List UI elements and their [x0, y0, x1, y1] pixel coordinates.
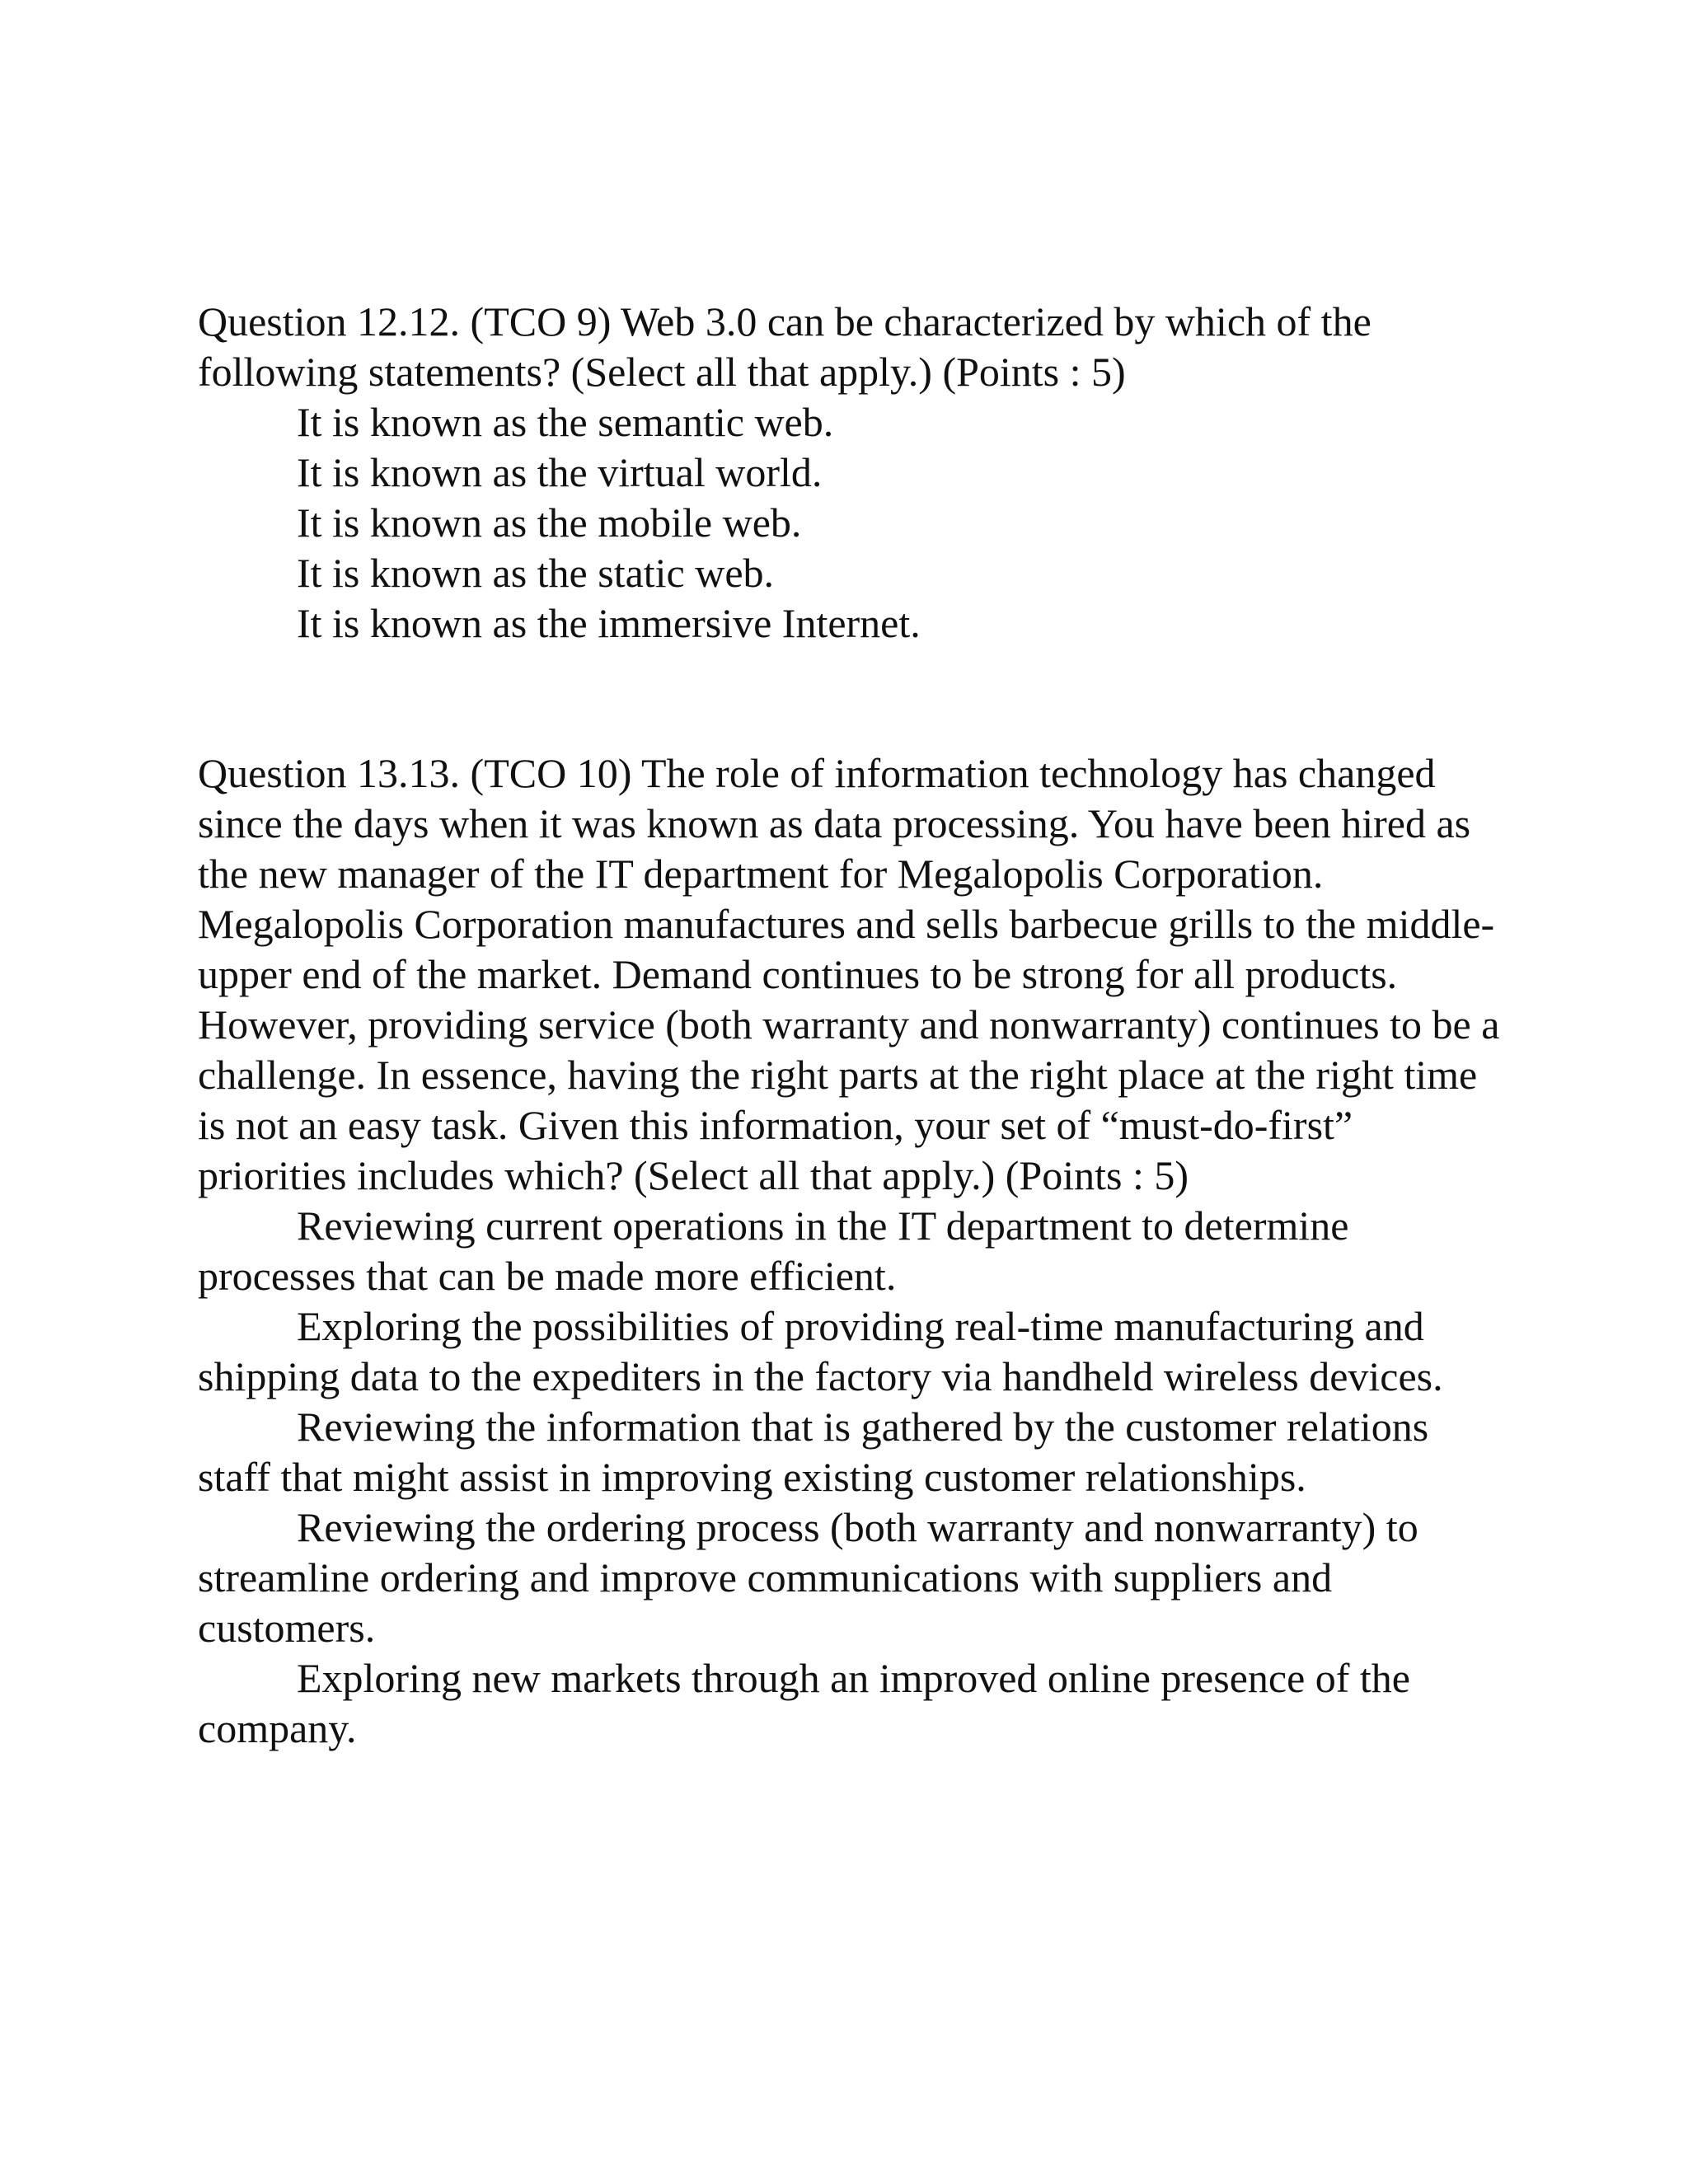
question-12-option-5: It is known as the immersive Internet. — [297, 600, 921, 646]
question-12-option-1: It is known as the semantic web. — [297, 399, 834, 445]
question-13-option-3: Reviewing the information that is gathered by the customer relations staff that might assist in improving existing customer relationships. — [198, 1404, 1429, 1500]
question-13-option-2: Exploring the possibilities of providing real-time manufacturing and shipping data to the expediters in the factory via handheld wireless devices. — [198, 1303, 1443, 1399]
question-12-option-4: It is known as the static web. — [297, 550, 775, 596]
question-13-stem: Question 13.13. (TCO 10) The role of information technology has changed since the days when it was known as data processing. You have been hired as the new manager of the IT department for Megalopolis Corporation. Megalopolis Corporation manufactures and sells barbecue grills to the middle-upper end of the market. Demand continues to be strong for all products. However, providing service (both warranty and nonwarranty) continues to be a challenge. In essence, having the right parts at the right place at the right time is not an easy task. Given this information, your set of “must-do-first” priorities includes which? (Select all that apply.) (Points : 5) — [198, 750, 1500, 1198]
question-13-option-1: Reviewing current operations in the IT department to determine processes that can be made more efficient. — [198, 1202, 1349, 1299]
document-page — [198, 297, 1500, 1754]
question-12-stem: Question 12.12. (TCO 9) Web 3.0 can be characterized by which of the following statements? (Select all that apply.) (Points : 5) — [198, 298, 1372, 395]
question-12-option-3: It is known as the mobile web. — [297, 499, 802, 546]
question-13-option-5: Exploring new markets through an improved online presence of the company. — [198, 1655, 1411, 1751]
question-12 — [198, 297, 1500, 649]
question-13 — [198, 748, 1500, 1754]
question-12-option-2: It is known as the virtual world. — [297, 449, 823, 495]
question-13-option-4: Reviewing the ordering process (both warranty and nonwarranty) to streamline ordering and improve communications with suppliers and customers. — [198, 1504, 1418, 1651]
